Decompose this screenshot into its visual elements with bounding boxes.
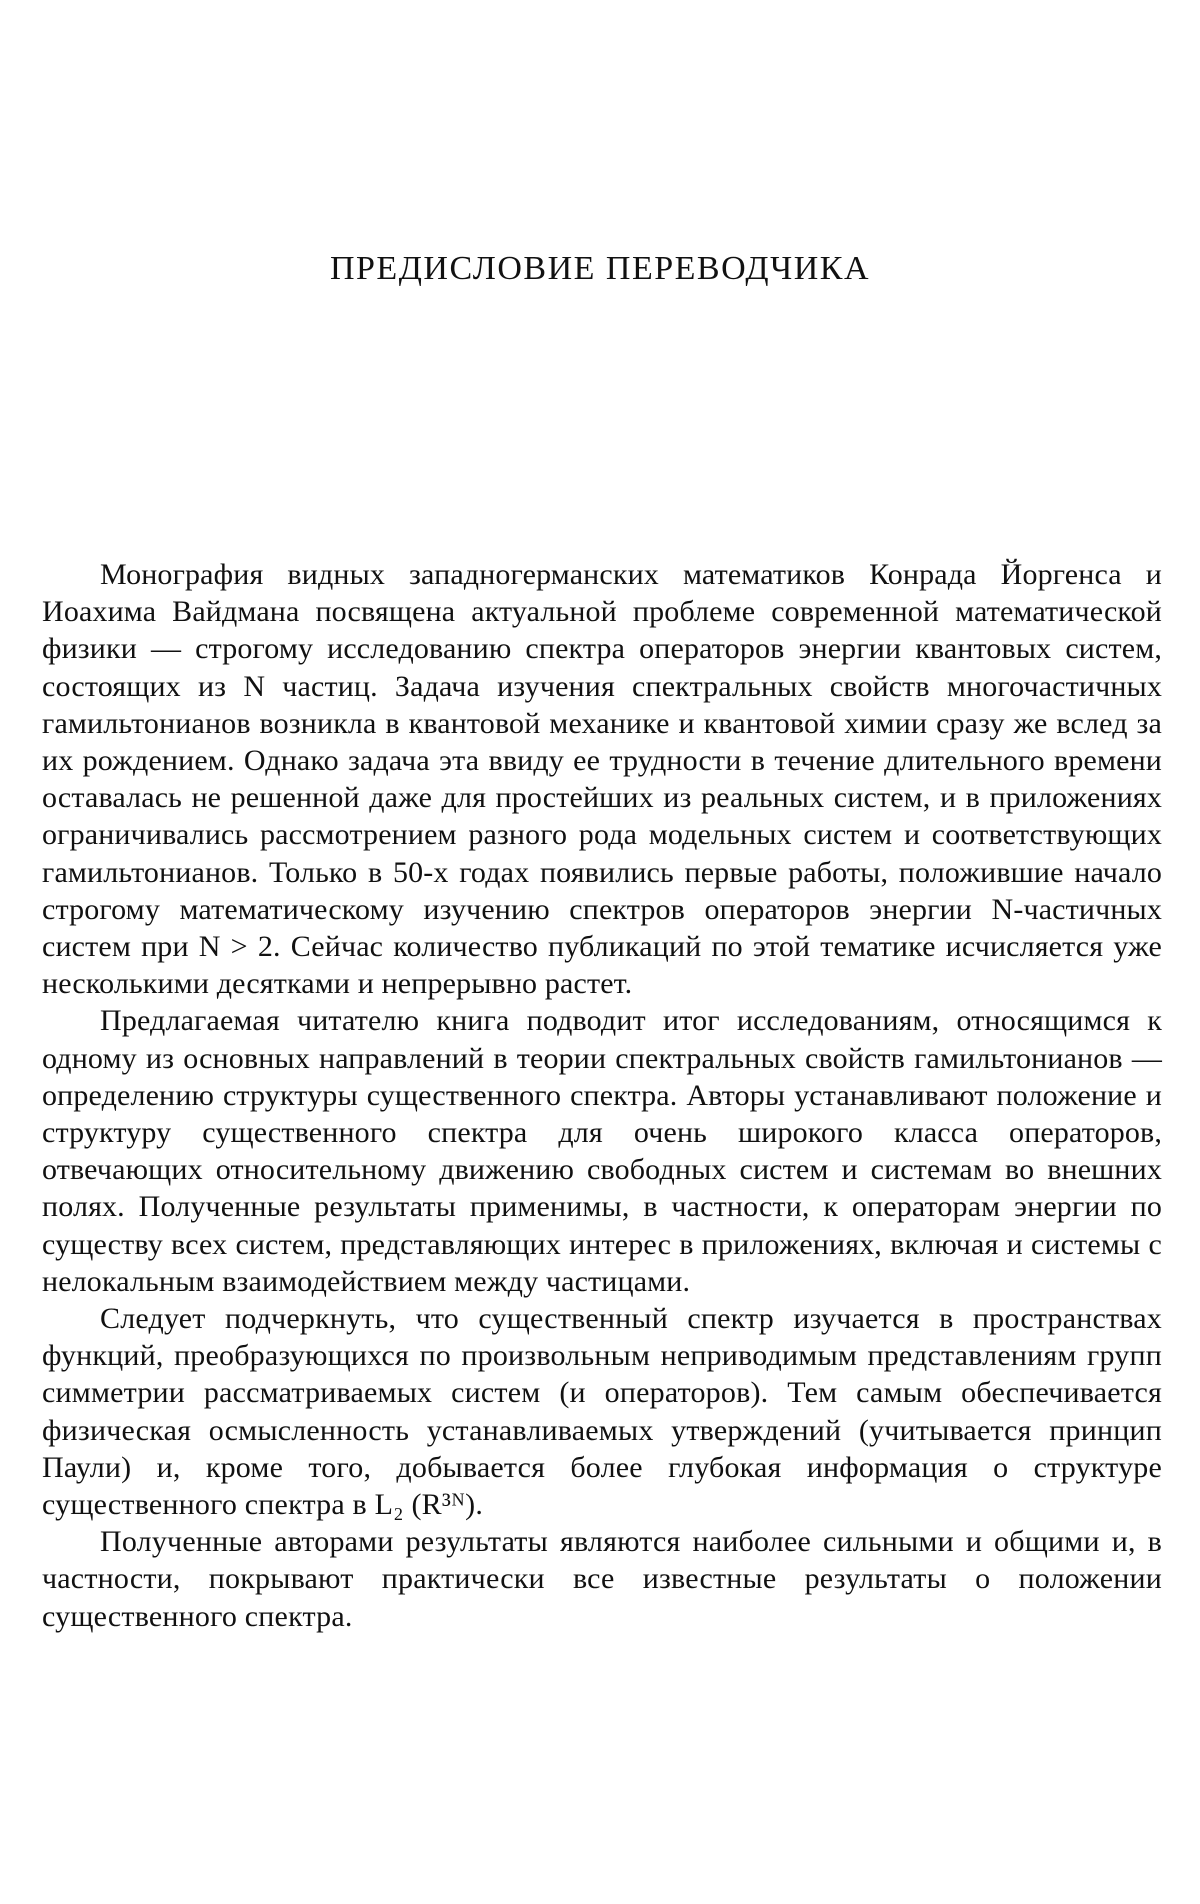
paragraph: Предлагаемая читателю книга подводит итог исследованиям, относящимся к одному из основных направлений в теории спектральных свойств гамильтонианов — определению структуры существенного спектра. Авторы устанавливают положение и структуру существенного спектра для очень широкого класса операторов, отвечающих относительному движению свободных систем и системам во внешних полях. Полученные результаты применимы, в частности, к операторам энергии по существу всех систем, представляющих интерес в приложениях, включая и системы с нелокальным взаимодействием между частицами. xyxy=(42,1004,1162,1298)
paragraph: Монография видных западногерманских математиков Конрада Йоргенса и Иоахима Вайдмана посвящена актуальной проблеме современной математической физики — строгому исследованию спектра операторов энергии квантовых систем, состоящих из N частиц. Задача изучения спектральных свойств многочастичных гамильтонианов возникла в квантовой механике и квантовой химии сразу же вслед за их рождением. Однако задача эта ввиду ее трудности в течение длительного времени оставалась не решенной даже для простейших из реальных систем, и в приложениях ограничивались рассмотрением разного рода модельных систем и соответствующих гамильтонианов. Только в 50-х годах появились первые работы, положившие начало строгому математическому изучению спектров операторов энергии N-частичных систем при N > 2. Сейчас количество публикаций по этой тематике исчисляется уже несколькими десятками и непрерывно растет. xyxy=(42,558,1162,1001)
page-title: ПРЕДИСЛОВИЕ ПЕРЕВОДЧИКА xyxy=(329,250,871,287)
paragraph: Полученные авторами результаты являются наиболее сильными и общими и, в частности, покрывают практически все известные результаты о положении существенного спектра. xyxy=(42,1525,1162,1633)
paragraph: Следует подчеркнуть, что существенный спектр изучается в пространствах функций, преобразующихся по произвольным неприводимым представлениям групп симметрии рассматриваемых систем (и операторов). Тем самым обеспечивается физическая осмысленность устанавливаемых утверждений (учитывается принцип Паули) и, кроме того, добывается более глубокая информация о структуре существенного спектра в L₂ (R³ᴺ). xyxy=(42,1302,1162,1522)
body-text xyxy=(42,556,1162,1635)
